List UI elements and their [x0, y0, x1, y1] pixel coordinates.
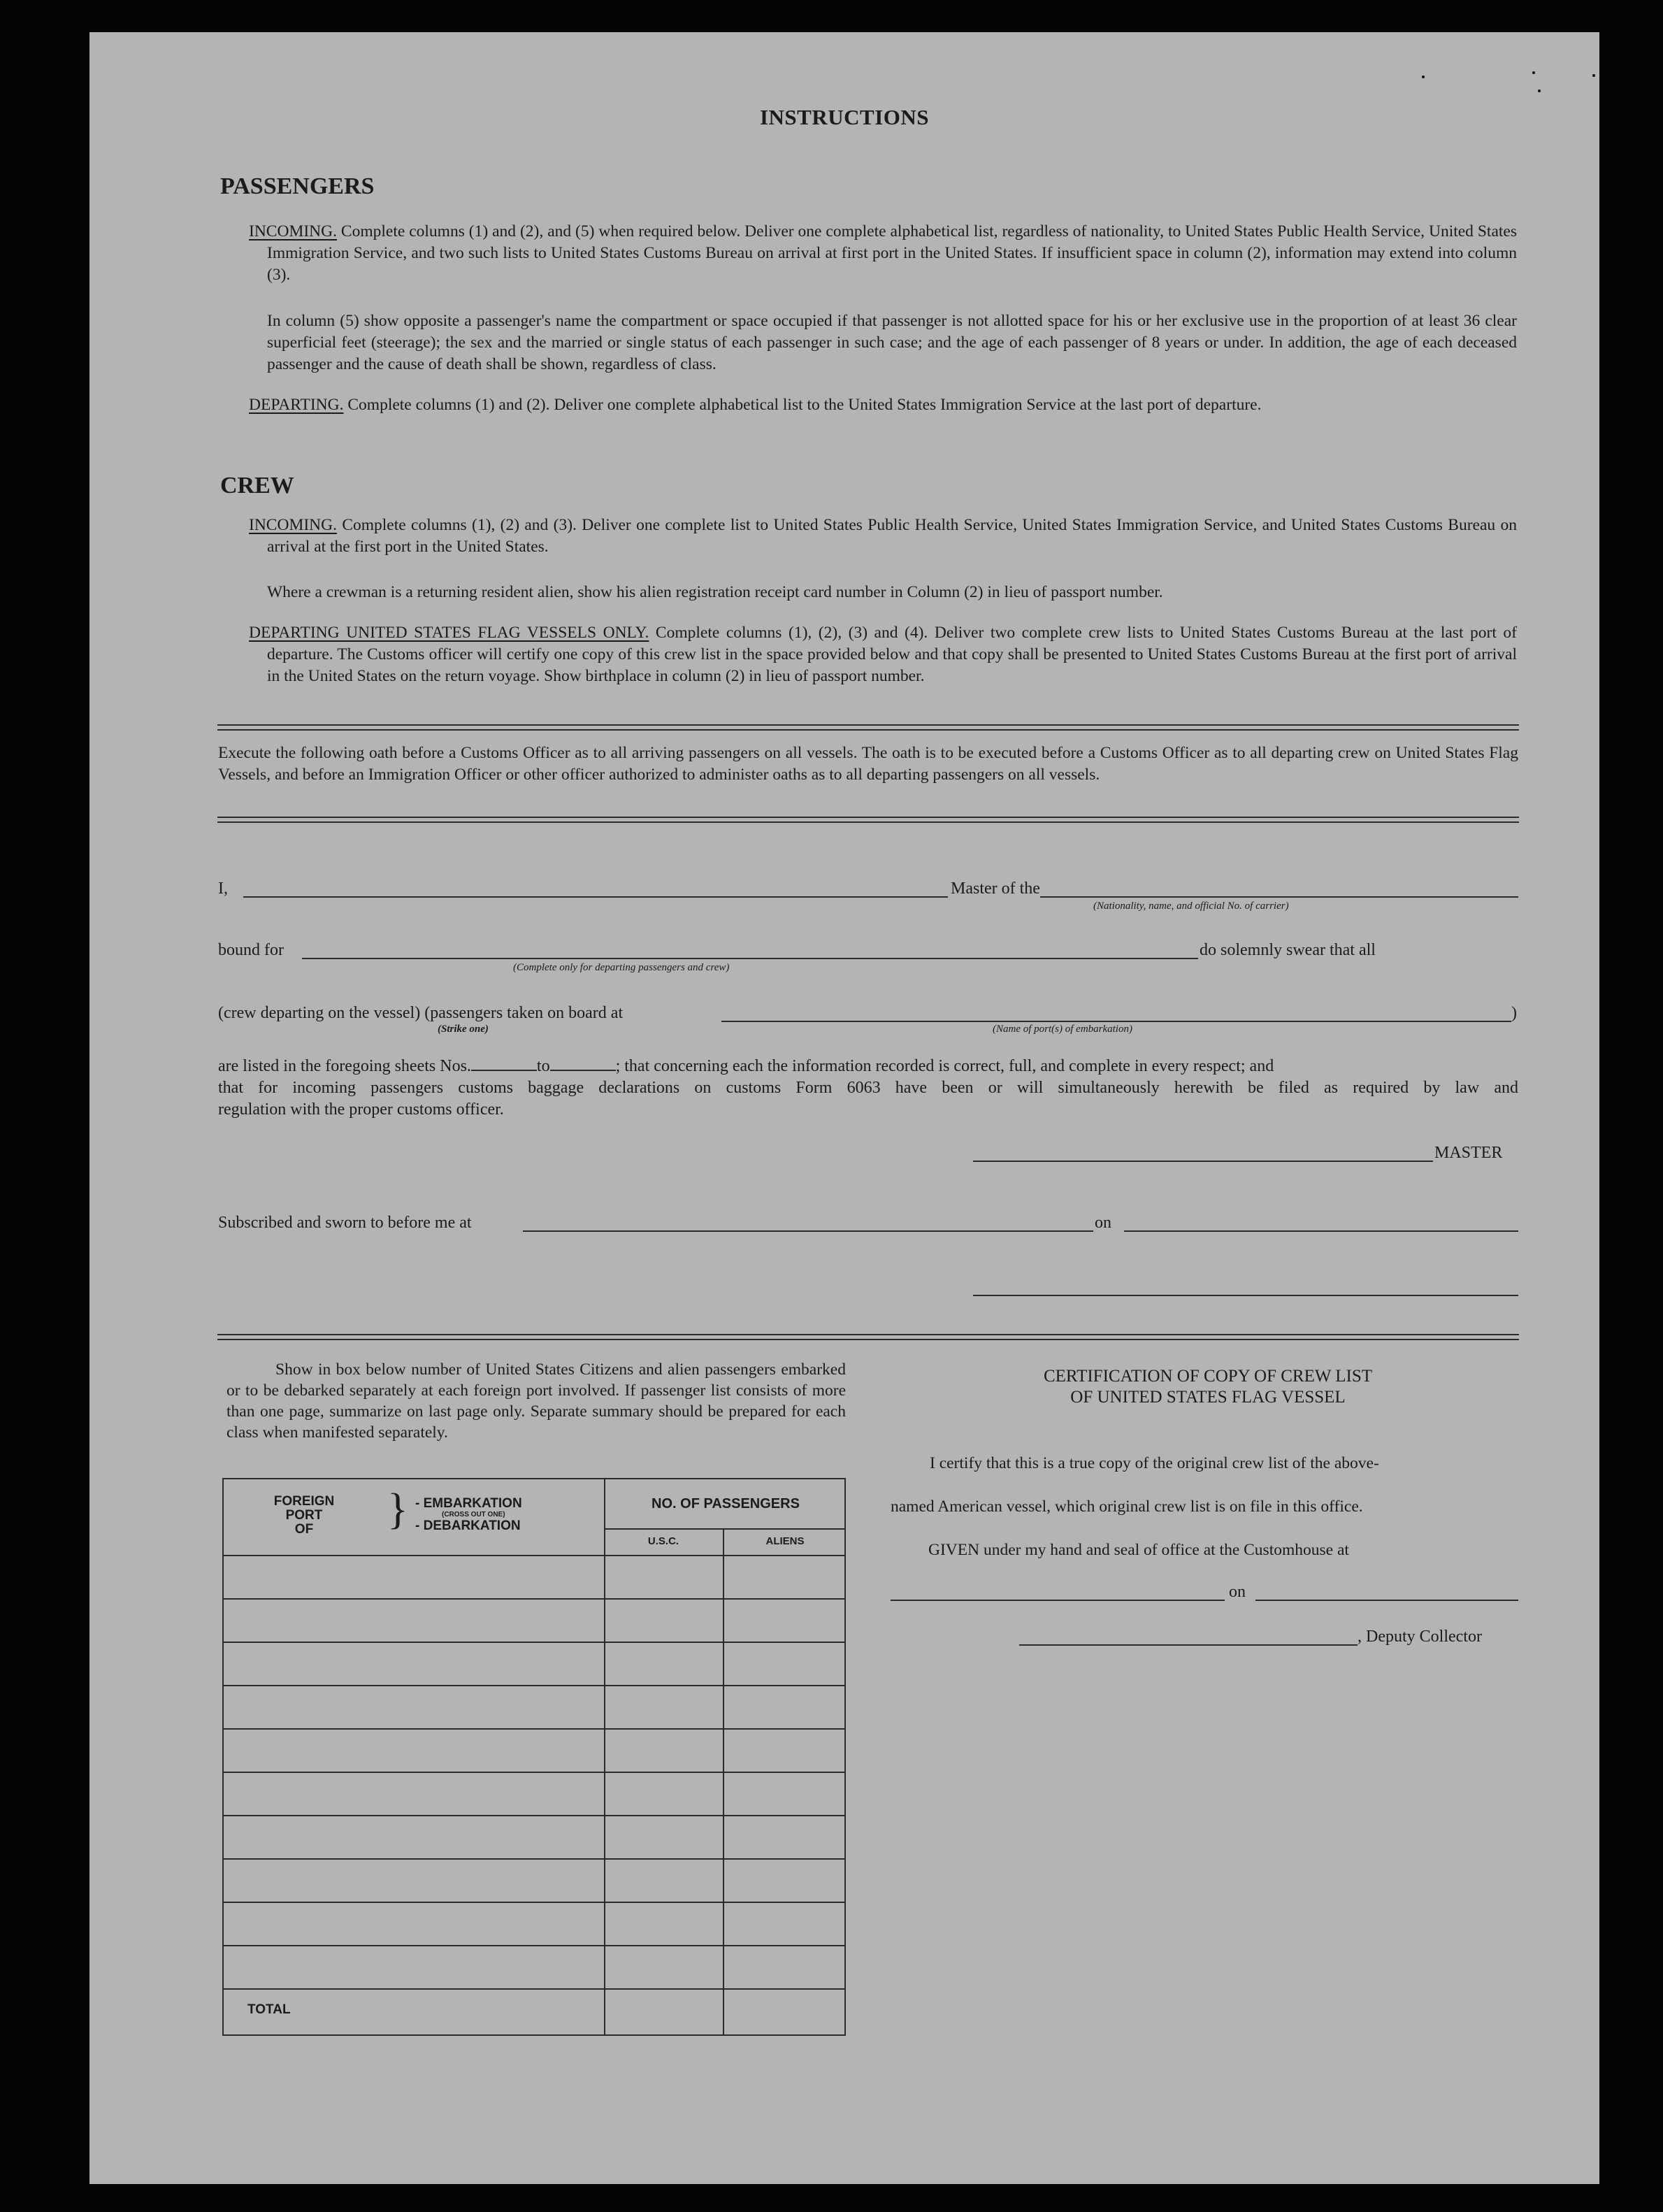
- sheet-to-field[interactable]: [550, 1070, 616, 1071]
- certify-line-2: named American vessel, which original crew list is on file in this office.: [891, 1498, 1363, 1516]
- table-divider: [224, 1815, 844, 1816]
- foreign-port-line: PORT: [285, 1508, 323, 1523]
- oath-i-label: I,: [218, 879, 228, 898]
- scan-speck: [1532, 71, 1535, 74]
- sworn-date-field[interactable]: [1124, 1230, 1518, 1232]
- passenger-summary-table: [222, 1478, 846, 2036]
- table-divider: [224, 1902, 844, 1903]
- summary-instructions: Show in box below number of United States Citizens and alien passengers embarked or to be debarked separately at each foreign port involved. If passenger list consists of more than one page, summarize on last page only. Separate summary should be prepared for each class when manifested separately.: [226, 1360, 846, 1442]
- solemnly-swear-label: do solemnly swear that all: [1200, 941, 1376, 959]
- oath-instructions: Execute the following oath before a Customs Officer as to all arriving passengers on all vessels. The oath is to be executed before a Customs Officer as to all departing crew on United States Flag Vessels, and before an Immigration Officer or other officer authorized to administer oaths as to all departing passengers on all vessels.: [218, 744, 1518, 784]
- foreign-port-header: [266, 1495, 343, 1537]
- complete-only-caption: (Complete only for departing passengers and crew): [513, 962, 730, 973]
- sworn-on-label: on: [1095, 1214, 1111, 1232]
- listed-rest-third: regulation with the proper customs officer.: [218, 1100, 504, 1119]
- aliens-header: ALIENS: [765, 1535, 805, 1547]
- embarkation-label: - EMBARKATION: [415, 1496, 522, 1511]
- crew-heading: CREW: [220, 473, 294, 498]
- table-divider: [224, 1642, 844, 1643]
- scan-speck: [1422, 76, 1425, 78]
- table-divider: [224, 1858, 844, 1860]
- to-label: to: [536, 1057, 550, 1075]
- cert-on-label: on: [1229, 1583, 1246, 1601]
- table-divider: [224, 1772, 844, 1773]
- master-signature-label: MASTER: [1434, 1144, 1503, 1162]
- embarkation-ports-field[interactable]: [721, 1021, 1511, 1022]
- crew-incoming-lead: INCOMING.: [249, 516, 337, 534]
- bound-for-label: bound for: [218, 941, 284, 959]
- passengers-departing-lead: DEPARTING.: [249, 396, 344, 414]
- passengers-incoming-lead: INCOMING.: [249, 222, 337, 240]
- embark-debark-header: [415, 1496, 522, 1533]
- section-divider: [217, 1334, 1519, 1340]
- master-of-the-label: Master of the: [951, 879, 1040, 898]
- crew-departing-text: Complete columns (1), (2), (3) and (4). Deliver two complete crew lists to United States Customs Bureau at the last port of departure. The Customs officer will certify one copy of this crew list in the space provided below and that copy shall be presented to United States Customs Bureau at the first port of arrival in the United States on the return voyage. Show birthplace in column (2) in lieu of passport number.: [267, 624, 1517, 685]
- deputy-collector-label: , Deputy Collector: [1358, 1628, 1482, 1646]
- sworn-location-field[interactable]: [523, 1230, 1093, 1232]
- passengers-heading: PASSENGERS: [220, 173, 375, 199]
- passengers-departing-paragraph: [249, 394, 1517, 416]
- crew-incoming-paragraph: [249, 515, 1517, 558]
- listed-rest-second: that for incoming passengers customs baggage declarations on customs Form 6063 have been or will simultaneously herewith be filed as required by law and: [218, 1079, 1518, 1097]
- passengers-column5-paragraph: In column (5) show opposite a passenger's name the compartment or space occupied if that passenger is not allotted space for his or her exclusive use in the proportion of at least 36 clear superficial feet (steerage); the sex and the married or single status of each passenger in such case; and the age of each passenger of 8 years or under. In addition, the age of each deceased passenger and the cause of death shall be shown, regardless of class.: [267, 312, 1517, 373]
- no-of-passengers-header: NO. OF PASSENGERS: [651, 1496, 800, 1511]
- subscribed-label: Subscribed and sworn to before me at: [218, 1214, 472, 1232]
- bound-for-field[interactable]: [302, 958, 1198, 959]
- page-title: INSTRUCTIONS: [759, 105, 929, 129]
- strike-one-caption: (Strike one): [438, 1024, 489, 1035]
- scan-speck: [1592, 74, 1595, 77]
- close-paren: ): [1511, 1004, 1517, 1022]
- carrier-field[interactable]: [1040, 896, 1518, 898]
- scan-speck: [1538, 89, 1541, 92]
- foreign-port-line: OF: [294, 1522, 314, 1537]
- customhouse-field[interactable]: [891, 1600, 1225, 1601]
- certification-title-line: CERTIFICATION OF COPY OF CREW LIST: [1043, 1367, 1373, 1386]
- foreign-port-line: FOREIGN: [273, 1494, 335, 1509]
- table-divider: [224, 1685, 844, 1686]
- passengers-departing-text: Complete columns (1) and (2). Deliver one complete alphabetical list to the United States Immigration Service at the last port of departure.: [343, 396, 1262, 414]
- cert-date-field[interactable]: [1255, 1600, 1518, 1601]
- crew-departing-paragraph: [249, 622, 1517, 687]
- master-signature-field[interactable]: [973, 1161, 1433, 1162]
- crew-departing-lead: DEPARTING UNITED STATES FLAG VESSELS ONLY.: [249, 624, 649, 642]
- listed-paragraph: [218, 1056, 1518, 1121]
- total-label: TOTAL: [247, 2002, 291, 2017]
- passengers-incoming-text: Complete columns (1) and (2), and (5) when required below. Deliver one complete alphabetical list, regardless of nationality, to United States Public Health Service, United States Immigration Service, and two such lists to United States Customs Bureau on arrival at first port in the United States. If insufficient space in column (2), information may extend into column (3).: [267, 222, 1517, 284]
- debarkation-label: - DEBARKATION: [415, 1518, 521, 1533]
- listed-in-label: are listed in the foregoing sheets Nos.: [218, 1057, 471, 1075]
- cross-out-label: (CROSS OUT ONE): [442, 1511, 505, 1518]
- form-sheet: [89, 32, 1599, 2184]
- table-divider: [723, 1528, 724, 2034]
- deputy-signature-field[interactable]: [1019, 1644, 1358, 1646]
- brace-glyph: }: [387, 1486, 408, 1533]
- table-divider: [224, 1598, 844, 1600]
- officer-signature-field[interactable]: [973, 1295, 1518, 1296]
- listed-rest-first: ; that concerning each the information recorded is correct, full, and complete in every respect; and: [615, 1057, 1274, 1075]
- certification-title-line: OF UNITED STATES FLAG VESSEL: [1070, 1388, 1346, 1407]
- crew-incoming-text: Complete columns (1), (2) and (3). Deliver one complete list to United States Public Health Service, United States Immigration Service, and United States Customs Bureau on arrival at the first port in the United States.: [267, 516, 1517, 556]
- table-divider: [604, 1479, 605, 2034]
- passengers-incoming-paragraph: [249, 221, 1517, 286]
- table-divider: [224, 1988, 844, 1990]
- section-divider: [217, 724, 1519, 731]
- ports-caption: (Name of port(s) of embarkation): [993, 1024, 1132, 1035]
- given-text: GIVEN under my hand and seal of office at the Customhouse at: [928, 1541, 1349, 1559]
- section-divider: [217, 817, 1519, 823]
- certification-title: [886, 1366, 1529, 1408]
- sheet-from-field[interactable]: [471, 1070, 537, 1071]
- usc-header: U.S.C.: [647, 1535, 679, 1547]
- certify-line-1: I certify that this is a true copy of the original crew list of the above-: [930, 1454, 1379, 1472]
- table-divider: [224, 1728, 844, 1730]
- table-divider: [224, 1945, 844, 1946]
- master-name-field[interactable]: [243, 896, 948, 898]
- crew-passengers-label: (crew departing on the vessel) (passengers taken on board at: [218, 1004, 624, 1022]
- nationality-caption: (Nationality, name, and official No. of carrier): [1093, 900, 1289, 912]
- table-divider: [224, 1555, 844, 1556]
- table-divider: [604, 1528, 844, 1530]
- crew-resident-paragraph: Where a crewman is a returning resident alien, show his alien registration receipt card number in Column (2) in lieu of passport number.: [267, 583, 1163, 601]
